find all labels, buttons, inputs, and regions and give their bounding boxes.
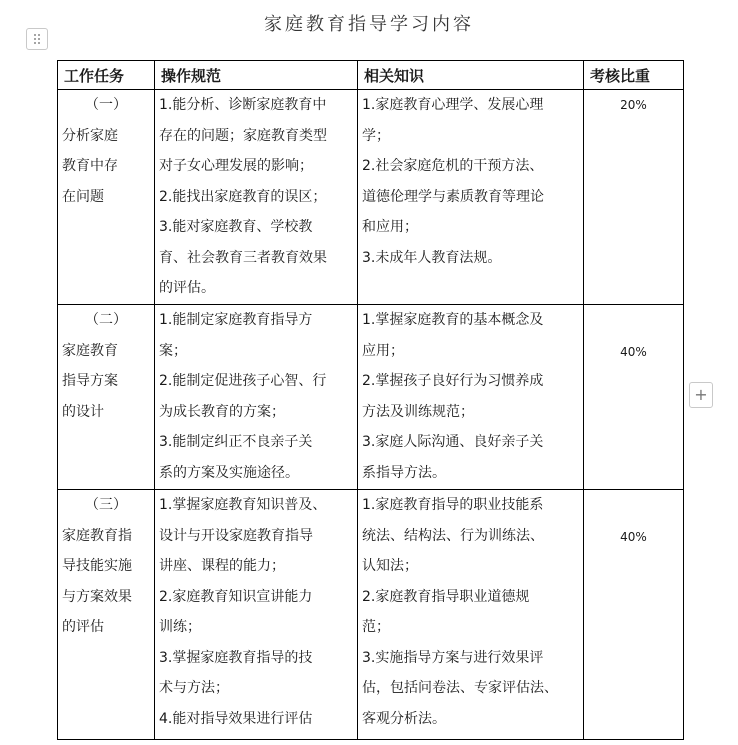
- ops-cell: [155, 90, 358, 305]
- ops-text-line: 2.能制定促进孩子心智、行: [159, 373, 327, 389]
- ops-text-line: 育、社会教育三者教育效果: [159, 249, 327, 266]
- ops-text-line: 3.能制定纠正不良亲子关: [159, 434, 313, 450]
- table-header-row: [58, 61, 684, 90]
- task-cell: [58, 305, 155, 490]
- header-ops: 操作规范: [155, 61, 358, 90]
- knowledge-text-line: 估，包括问卷法、专家评估法、: [362, 680, 558, 696]
- knowledge-cell: [358, 305, 584, 490]
- ops-text-line: 4.能对指导效果进行评估: [159, 710, 313, 727]
- document-title: 家庭教育指导学习内容: [264, 14, 474, 35]
- task-number: （一）: [85, 97, 127, 113]
- knowledge-text-line: 3.实施指导方案与进行效果评: [362, 649, 544, 666]
- knowledge-text-line: 统法、结构法、行为训练法、: [362, 527, 544, 544]
- task-number: （三）: [85, 497, 127, 513]
- task-cell: [58, 90, 155, 305]
- table-row: [58, 90, 684, 305]
- table-row: [58, 490, 684, 740]
- table-row: [58, 305, 684, 490]
- block-drag-handle[interactable]: [26, 28, 48, 50]
- ops-text-line: 系的方案及实施途径。: [159, 464, 299, 481]
- ops-cell: [155, 305, 358, 490]
- knowledge-text-line: 2.掌握孩子良好行为习惯养成: [362, 373, 544, 389]
- ops-text-line: 2.能找出家庭教育的误区；: [159, 188, 327, 205]
- knowledge-text-line: 1.家庭教育指导的职业技能系: [362, 497, 544, 513]
- task-text-line: 指导方案: [62, 373, 118, 389]
- ops-cell: [155, 490, 358, 740]
- knowledge-text-line: 应用；: [362, 342, 404, 359]
- task-text-line: 的设计: [62, 403, 104, 420]
- knowledge-text-line: 方法及训练规范；: [362, 403, 474, 420]
- knowledge-text-line: 范；: [362, 619, 390, 635]
- plus-icon: +: [694, 385, 708, 404]
- header-knowledge: 相关知识: [358, 61, 584, 90]
- ops-text-line: 术与方法；: [159, 680, 229, 696]
- task-text-line: 导技能实施: [62, 558, 132, 574]
- ops-text-line: 为成长教育的方案；: [159, 403, 285, 420]
- knowledge-text-line: 3.未成年人教育法规。: [362, 249, 502, 266]
- ops-text-line: 的评估。: [159, 280, 215, 296]
- ops-text-line: 存在的问题；家庭教育类型: [159, 127, 327, 144]
- ops-text-line: 1.能制定家庭教育指导方: [159, 312, 313, 328]
- add-block-button[interactable]: [689, 382, 713, 408]
- knowledge-text-line: 1.家庭教育心理学、发展心理: [362, 97, 544, 113]
- task-text-line: 与方案效果: [62, 588, 132, 605]
- knowledge-text-line: 2.家庭教育指导职业道德规: [362, 588, 530, 605]
- weight-cell: 40%: [584, 490, 684, 740]
- content-table: [57, 60, 684, 740]
- task-text-line: 家庭教育指: [62, 527, 132, 544]
- task-text-line: 教育中存: [62, 158, 118, 174]
- knowledge-text-line: 学；: [362, 127, 390, 144]
- ops-text-line: 案；: [159, 342, 187, 359]
- header-task: 工作任务: [58, 61, 155, 90]
- knowledge-text-line: 客观分析法。: [362, 710, 446, 727]
- knowledge-text-line: 系指导方法。: [362, 464, 446, 481]
- ops-text-line: 1.能分析、诊断家庭教育中: [159, 97, 327, 113]
- task-text-line: 的评估: [62, 619, 104, 635]
- weight-cell: 40%: [584, 305, 684, 490]
- drag-handle-icon: [33, 33, 41, 45]
- ops-text-line: 训练；: [159, 619, 201, 635]
- weight-cell: 20%: [584, 90, 684, 305]
- task-number: （二）: [85, 312, 127, 328]
- knowledge-cell: [358, 490, 584, 740]
- knowledge-cell: [358, 90, 584, 305]
- ops-text-line: 对子女心理发展的影响；: [159, 158, 313, 174]
- header-weight: 考核比重: [584, 61, 684, 90]
- task-cell: [58, 490, 155, 740]
- ops-text-line: 3.掌握家庭教育指导的技: [159, 649, 313, 666]
- ops-text-line: 设计与开设家庭教育指导: [159, 527, 313, 544]
- knowledge-text-line: 道德伦理学与素质教育等理论: [362, 188, 544, 205]
- ops-text-line: 讲座、课程的能力；: [159, 558, 285, 574]
- knowledge-text-line: 认知法；: [362, 558, 418, 574]
- knowledge-text-line: 和应用；: [362, 219, 418, 235]
- ops-text-line: 1.掌握家庭教育知识普及、: [159, 497, 327, 513]
- ops-text-line: 2.家庭教育知识宣讲能力: [159, 588, 313, 605]
- task-text-line: 分析家庭: [62, 127, 118, 144]
- knowledge-text-line: 2.社会家庭危机的干预方法、: [362, 158, 544, 174]
- task-text-line: 家庭教育: [62, 342, 118, 359]
- knowledge-text-line: 1.掌握家庭教育的基本概念及: [362, 312, 544, 328]
- knowledge-text-line: 3.家庭人际沟通、良好亲子关: [362, 434, 544, 450]
- task-text-line: 在问题: [62, 188, 104, 205]
- ops-text-line: 3.能对家庭教育、学校教: [159, 219, 313, 235]
